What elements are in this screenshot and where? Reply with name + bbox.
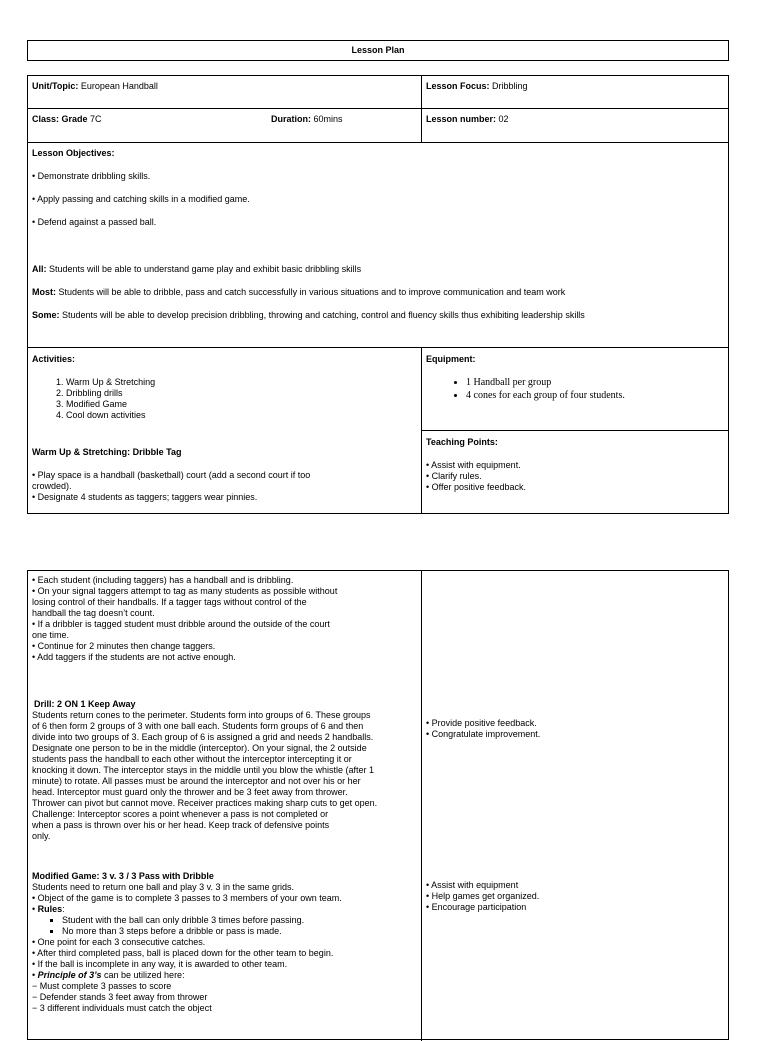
drill-line: when a pass is thrown over his or her head. Keep track of defensive points — [32, 820, 330, 830]
teaching-point: • Assist with equipment. — [426, 460, 521, 470]
game-teaching-points — [426, 880, 539, 913]
rules-label: • Rules: — [32, 904, 65, 914]
objective-all: All: Students will be able to understand game play and exhibit basic dribbling skills — [32, 264, 362, 274]
drill-heading: Drill: 2 ON 1 Keep Away — [34, 699, 136, 709]
lesson-focus: Lesson Focus: Dribbling — [426, 81, 528, 91]
tag-line: • Each student (including taggers) has a handball and is dribbling. — [32, 575, 294, 585]
activities-heading: Activities: — [32, 354, 76, 364]
rule-item: ▪ Student with the ball can only dribble 3 times before passing. — [62, 915, 420, 926]
game-heading: Modified Game: 3 v. 3 / 3 Pass with Dribble — [32, 871, 214, 881]
activity-item: 1. Warm Up & Stretching — [66, 377, 412, 388]
lesson-table — [27, 75, 729, 514]
game-line: Students need to return one ball and play 3 v. 3 in the same grids. — [32, 882, 294, 892]
drill-line: only. — [32, 831, 51, 841]
objective-item: • Apply passing and catching skills in a modified game. — [32, 194, 250, 204]
drill-line: of 6 then form 2 groups of 3 with one ball each. Students form groups of 6 and then — [32, 721, 364, 731]
tag-line: • If a dribbler is tagged student must dribble around the outside of the court — [32, 619, 330, 629]
activity-item: 4. Cool down activities — [66, 410, 412, 421]
duration: Duration: 60mins — [271, 114, 343, 124]
warmup-line: • Designate 4 students as taggers; taggers wear pinnies. — [32, 492, 258, 502]
tag-rules — [32, 575, 420, 663]
tag-line: losing control of their handballs. If a tagger tags without control of the — [32, 597, 307, 607]
principle-item: − Must complete 3 passes to score — [32, 981, 172, 991]
lesson-number: Lesson number: 02 — [426, 114, 509, 124]
warmup-heading: Warm Up & Stretching: Dribble Tag — [32, 447, 182, 457]
teaching-point: • Assist with equipment — [426, 880, 519, 890]
title-box — [27, 40, 729, 61]
class-grade: Class: Grade 7C — [32, 114, 102, 124]
tag-line: one time. — [32, 630, 70, 640]
objectives-heading: Lesson Objectives: — [32, 148, 115, 158]
page-title: Lesson Plan — [351, 45, 405, 55]
teaching-point: • Offer positive feedback. — [426, 482, 527, 492]
principle-item: − Defender stands 3 feet away from thrower — [32, 992, 208, 1002]
game-line: • If the ball is incomplete in any way, it is awarded to other team. — [32, 959, 288, 969]
objective-item: • Defend against a passed ball. — [32, 217, 157, 227]
tag-line: • Continue for 2 minutes then change taggers. — [32, 641, 216, 651]
drill-line: Designate one person to be in the middle (interceptor). On your signal, the 2 outside — [32, 743, 367, 753]
objective-most: Most: Students will be able to dribble, pass and catch successfully in various situations and to improve communication and team work — [32, 287, 566, 297]
teaching-point: • Provide positive feedback. — [426, 718, 537, 728]
activity-item: 2. Dribbling drills — [66, 388, 412, 399]
drill-line: Challenge: Interceptor scores a point whenever a pass is not completed or — [32, 809, 329, 819]
teaching-point: • Clarify rules. — [426, 471, 482, 481]
drill-line: minute) to rotate. All passes must be around the interceptor and not over his or her — [32, 776, 361, 786]
game-text — [32, 882, 420, 1014]
activities-continued-table — [27, 570, 729, 1040]
warmup-text — [32, 470, 417, 503]
principle-item: − 3 different individuals must catch the object — [32, 1003, 212, 1013]
warmup-line: crowded). — [32, 481, 72, 491]
drill-line: head. Interceptor must guard only the thrower and be 3 feet away from thrower. — [32, 787, 348, 797]
tag-line: • On your signal taggers attempt to tag as many students as possible without — [32, 586, 338, 596]
teaching-point: • Congratulate improvement. — [426, 729, 541, 739]
teaching-point: • Help games get organized. — [426, 891, 540, 901]
teaching-point: • Encourage participation — [426, 902, 527, 912]
activities-list — [32, 377, 412, 421]
unit-topic: Unit/Topic: European Handball — [32, 81, 158, 91]
teaching-points-list — [426, 460, 526, 493]
tag-line: • Add taggers if the students are not active enough. — [32, 652, 236, 662]
drill-line: divide into two groups of 3. Each group of 6 is assigned a grid and needs 2 handballs. — [32, 732, 374, 742]
objective-some: Some: Students will be able to develop precision dribbling, throwing and catching, control and fluency skills thus exhibiting leadership skills — [32, 310, 585, 320]
drill-line: students pass the handball to each other without the interceptor intercepting it or — [32, 754, 352, 764]
principle-line: • Principle of 3’s can be utilized here: — [32, 970, 185, 980]
drill-text — [32, 710, 420, 842]
game-line: • Object of the game is to complete 3 passes to 3 members of your own team. — [32, 893, 342, 903]
game-line: • One point for each 3 consecutive catches. — [32, 937, 206, 947]
teaching-points-heading: Teaching Points: — [426, 437, 498, 447]
activity-item: 3. Modified Game — [66, 399, 412, 410]
drill-teaching-points — [426, 718, 540, 740]
objective-item: • Demonstrate dribbling skills. — [32, 171, 151, 181]
equipment-list — [426, 376, 726, 402]
equipment-heading: Equipment: — [426, 354, 476, 364]
warmup-line: • Play space is a handball (basketball) court (add a second court if too — [32, 470, 311, 480]
equipment-item: • 1 Handball per group — [466, 376, 726, 389]
rule-item: ▪ No more than 3 steps before a dribble or pass is made. — [62, 926, 420, 937]
drill-line: Thrower can pivot but cannot move. Receiver practices making sharp cuts to get open. — [32, 798, 378, 808]
tag-line: handball the tag doesn’t count. — [32, 608, 155, 618]
drill-line: Students return cones to the perimeter. Students form into groups of 6. These groups — [32, 710, 371, 720]
drill-line: knocking it down. The interceptor stays in the middle until you blow the whistle (after 1 — [32, 765, 375, 775]
game-line: • After third completed pass, ball is placed down for the other team to begin. — [32, 948, 334, 958]
equipment-item: • 4 cones for each group of four students. — [466, 389, 726, 402]
